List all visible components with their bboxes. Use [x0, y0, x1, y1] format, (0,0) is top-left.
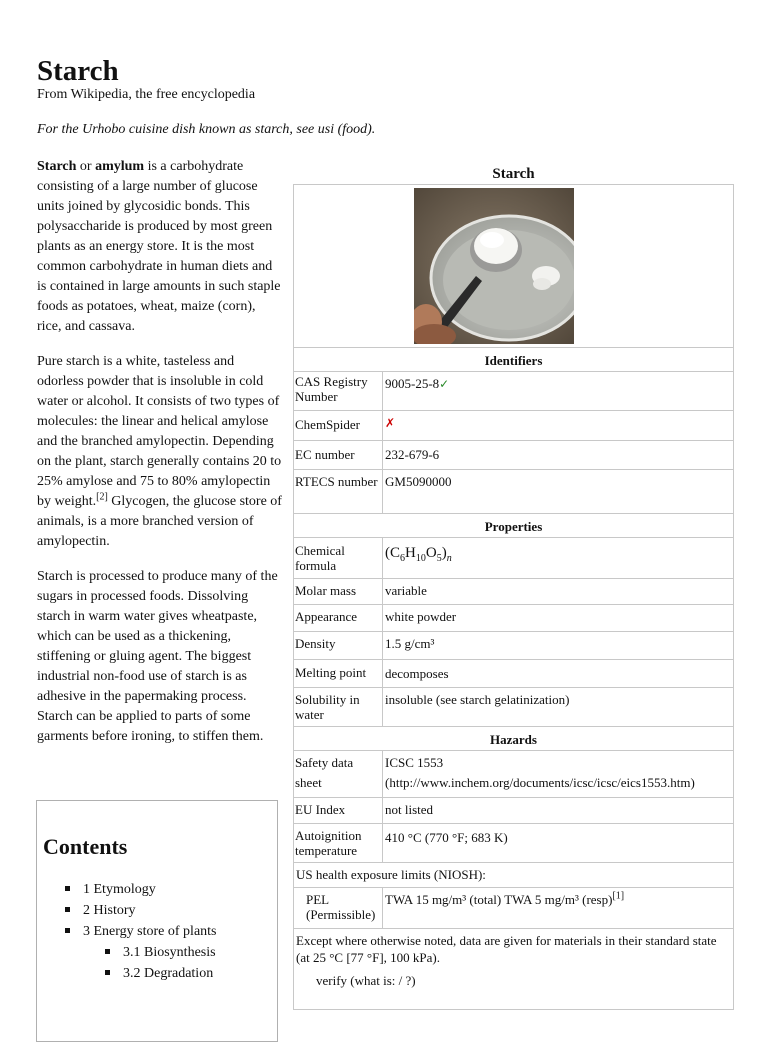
section-properties: Properties [294, 514, 733, 538]
row-density [294, 632, 733, 660]
infobox [293, 162, 734, 1010]
section-identifiers: Identifiers [294, 348, 733, 372]
row-safety-data [294, 751, 733, 798]
toc-title: Contents [43, 834, 128, 859]
appearance-value: white powder [385, 609, 457, 624]
cross-icon: ✗ [385, 416, 396, 430]
row-solubility [294, 688, 733, 727]
density-value: 1.5 g/cm³ [385, 636, 435, 651]
infobox-caption: Starch [492, 166, 535, 182]
formula-label[interactable]: Chemical formula [294, 538, 383, 578]
niosh-heading[interactable]: US health exposure limits (NIOSH): [294, 863, 733, 888]
row-appearance [294, 605, 733, 632]
chemspider-value [383, 411, 733, 440]
rtecs-label[interactable]: RTECS number [294, 470, 383, 513]
ec-value: 232-679-6 [385, 447, 440, 462]
text: or [76, 159, 96, 174]
row-eu-index [294, 798, 733, 824]
ec-label[interactable]: EC number [294, 441, 383, 469]
row-rtecs [294, 470, 733, 514]
rtecs-value: GM5090000 [385, 474, 452, 489]
molar-value: variable [385, 583, 427, 598]
sds-value[interactable]: ICSC 1553 (http://www.inchem.org/documents/icsc/icsc/eics1553.htm) [385, 755, 695, 790]
eu-value: not listed [385, 802, 434, 817]
check-icon: ✓ [439, 377, 450, 391]
term-amylum: amylum [95, 159, 145, 174]
row-ec [294, 441, 733, 470]
standard-state-note: Except where otherwise noted, data are given for materials in their standard state (at 25 °C [77 °F], 100 kPa). [296, 933, 717, 965]
toc-list [65, 879, 217, 984]
citation-link[interactable]: [1] [612, 890, 625, 902]
starch-photo-graphic [414, 188, 574, 344]
toc-item-degradation[interactable]: 3.2 Degradation [65, 963, 217, 984]
eu-label[interactable]: EU Index [294, 798, 383, 823]
chemspider-label[interactable]: ChemSpider [294, 411, 383, 440]
section-hazards: Hazards [294, 727, 733, 751]
page-title: Starch [37, 55, 119, 87]
citation-link[interactable]: [2] [96, 491, 108, 503]
starch-photo[interactable] [414, 188, 574, 344]
term-starch: Starch [37, 159, 77, 174]
sds-label[interactable]: Safety data sheet [294, 751, 383, 797]
row-formula [294, 538, 733, 579]
toc-item-etymology[interactable]: 1 Etymology [65, 879, 217, 900]
infobox-table [293, 184, 734, 1010]
autoignition-value: 410 °C (770 °F; 683 K) [385, 830, 508, 845]
toc-item-biosynthesis[interactable]: 3.1 Biosynthesis [65, 942, 217, 963]
row-cas [294, 372, 733, 411]
cas-value[interactable]: 9005-25-8✓ [385, 376, 450, 391]
melting-label[interactable]: Melting point [294, 660, 383, 687]
appearance-label: Appearance [294, 605, 383, 631]
row-pel [294, 888, 733, 929]
page-subtitle: From Wikipedia, the free encyclopedia [37, 87, 256, 102]
molar-label[interactable]: Molar mass [294, 579, 383, 604]
text: Pure starch is a white, tasteless and odorless powder that is insoluble in cold water or alcohol. It consists of two types of molecules: the linear and helical amylose and the branched amylopectin. Depending on the plant, starch generally contains 20 to 25% amylose and 75 to 80% amylopectin by weight. [37, 354, 282, 509]
paragraph-3: Starch is processed to produce many of the sugars in processed foods. Dissolving starch in warm water gives wheatpaste, which can be used as a thickening, stiffening or gluing agent. The biggest industrial non-food use of starch is as adhesive in the papermaking process. Starch can be applied to parts of some garments before ironing, to stiffen them. [37, 569, 278, 744]
verify-link[interactable]: verify (what is: / ?) [316, 973, 416, 988]
toc-item-energy-store[interactable]: 3 Energy store of plants [65, 921, 217, 942]
cas-label[interactable]: CAS Registry Number [294, 372, 383, 410]
formula-value: $(C_6H_{10}O_5)_n$ [385, 545, 452, 564]
density-label[interactable]: Density [294, 632, 383, 659]
melting-value: decomposes [385, 666, 449, 681]
row-autoignition [294, 824, 733, 863]
article-body [37, 157, 282, 762]
row-chemspider [294, 411, 733, 441]
pel-value: TWA 15 mg/m³ (total) TWA 5 mg/m³ (resp)[1] [385, 890, 625, 907]
autoignition-label[interactable]: Autoignition temperature [294, 824, 383, 862]
solubility-value[interactable]: insoluble (see starch gelatinization) [385, 692, 570, 707]
row-molar-mass [294, 579, 733, 605]
row-melting-point [294, 660, 733, 688]
infobox-image-cell [294, 185, 733, 348]
solubility-label[interactable]: Solubility in water [294, 688, 383, 726]
toc-item-history[interactable]: 2 History [65, 900, 217, 921]
paragraph-2 [37, 352, 282, 552]
text: Glycogen, the glucose store of animals, is a more branched version of amylopectin. [37, 494, 282, 549]
table-of-contents [36, 800, 278, 1042]
text: is a carbohydrate consisting of a large number of glucose units joined by glycosidic bonds. This polysaccharide is produced by most green plants as an energy store. It is the most common carbohydrate in human diets and is contained in large amounts in such staple foods as potatoes, wheat, maize (corn), rice, and cassava. [37, 159, 281, 334]
pel-label[interactable]: PEL (Permissible) [294, 888, 383, 928]
hatnote[interactable]: For the Urhobo cuisine dish known as starch, see usi (food). [37, 122, 376, 137]
paragraph-1 [37, 157, 282, 337]
